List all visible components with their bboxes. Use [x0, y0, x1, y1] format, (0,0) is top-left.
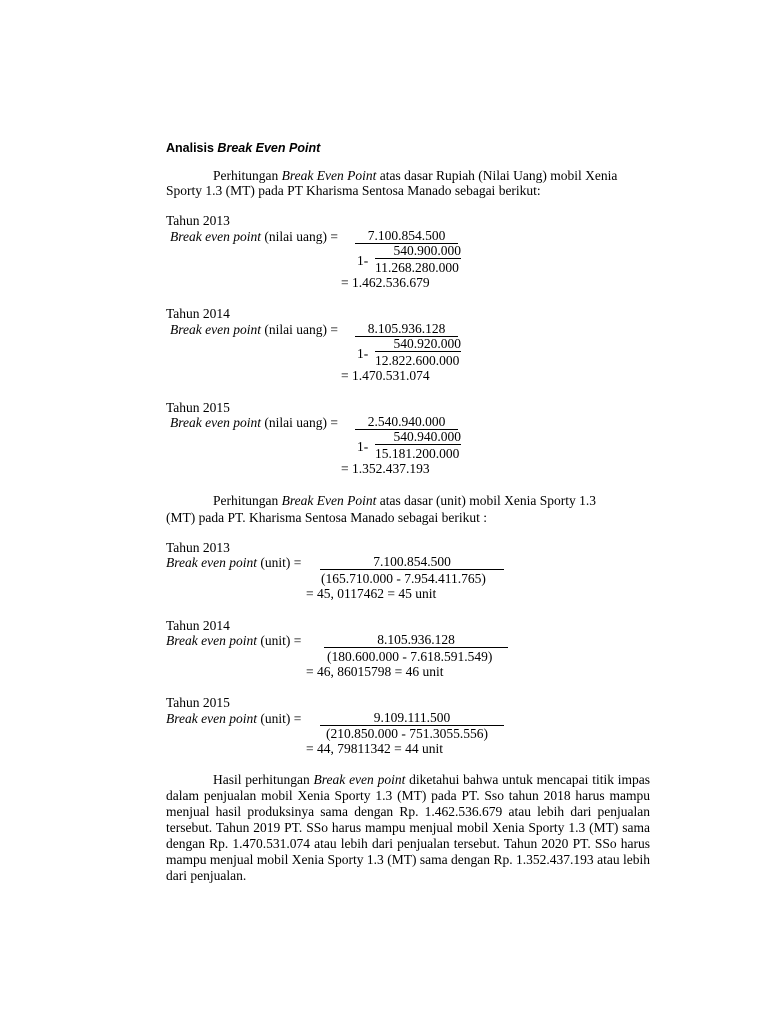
formula-term: Break even point [166, 711, 257, 726]
formula-term: Break even point [170, 415, 261, 430]
intro-rupiah-text: Perhitungan [213, 168, 282, 183]
one-minus: 1- [357, 253, 369, 268]
sales-value: 15.181.200.000 [375, 446, 460, 461]
formula-label [166, 555, 301, 571]
section-heading [166, 140, 320, 156]
result: = 45, 0117462 = 45 unit [306, 586, 437, 601]
intro-rupiah-text-post: atas dasar Rupiah (Nilai Uang) mobil Xenia [376, 168, 618, 183]
numerator: 7.100.854.500 [320, 555, 504, 570]
formula-term: Break even point [170, 322, 261, 337]
intro-rupiah-line1 [213, 168, 617, 184]
year-label: Tahun 2013 [166, 213, 230, 228]
formula-suffix: (nilai uang) = [260, 322, 338, 337]
denominator: (210.850.000 - 751.3055.556) [326, 726, 488, 741]
year-label: Tahun 2014 [166, 618, 230, 633]
result: = 46, 86015798 = 46 unit [306, 664, 444, 679]
intro-unit-term: Break Even Point [281, 493, 377, 508]
intro-rupiah-line2: Sporty 1.3 (MT) pada PT Kharisma Sentosa Manado sebagai berikut: [166, 183, 541, 198]
formula-suffix: (unit) = [256, 711, 302, 726]
denominator: (165.710.000 - 7.954.411.765) [321, 571, 486, 586]
intro-unit-line1 [213, 493, 596, 509]
result: = 44, 79811342 = 44 unit [306, 741, 443, 756]
numerator: 7.100.854.500 [355, 229, 458, 244]
one-minus: 1- [357, 439, 369, 454]
heading-prefix: Analisis [166, 141, 218, 155]
year-label: Tahun 2014 [166, 306, 230, 321]
heading-italic: Break Even Point [217, 141, 321, 155]
year-label: Tahun 2013 [166, 540, 230, 555]
formula-label [170, 322, 338, 338]
intro-rupiah-term: Break Even Point [281, 168, 377, 183]
formula-term: Break even point [166, 633, 257, 648]
intro-unit-text-post: atas dasar (unit) mobil Xenia Sporty 1.3 [376, 493, 597, 508]
conclusion-text-post: diketahui bahwa untuk mencapai titik impas dalam penjualan mobil Xenia Sporty 1.3 (MT) pada PT. Sso tahun 2018 harus mampu menjual hasil produksinya sama dengan Rp. 1.462.536.679 atau lebih dari penjualan tersebut. Tahun 2019 PT. SSo harus mampu menjual mobil Xenia Sporty 1.3 (MT) sama dengan Rp. 1.470.531.074 atau lebih dari penjualan tersebut. Tahun 2020 PT. SSo harus mampu menjual mobil Xenia Sporty 1.3 (MT) sama dengan Rp. 1.352.437.193 atau lebih dari penjualan. [166, 772, 650, 883]
year-label: Tahun 2015 [166, 400, 230, 415]
conclusion-paragraph [166, 772, 650, 884]
sales-value: 12.822.600.000 [375, 353, 460, 368]
fixed-cost: 540.900.000 [375, 244, 461, 259]
numerator: 9.109.111.500 [320, 711, 504, 726]
denominator: (180.600.000 - 7.618.591.549) [327, 649, 493, 664]
conclusion-term: Break even point [313, 772, 406, 787]
numerator: 8.105.936.128 [355, 322, 458, 337]
intro-unit-text: Perhitungan [213, 493, 282, 508]
formula-term: Break even point [170, 229, 261, 244]
one-minus: 1- [357, 346, 369, 361]
formula-suffix: (nilai uang) = [260, 415, 338, 430]
formula-suffix: (unit) = [256, 633, 302, 648]
sales-value: 11.268.280.000 [375, 260, 459, 275]
result: = 1.352.437.193 [341, 461, 430, 476]
formula-suffix: (unit) = [256, 555, 302, 570]
numerator: 8.105.936.128 [324, 633, 508, 648]
fixed-cost: 540.940.000 [375, 430, 461, 445]
formula-term: Break even point [166, 555, 257, 570]
formula-label [166, 633, 301, 649]
formula-suffix: (nilai uang) = [260, 229, 338, 244]
conclusion-text-pre: Hasil perhitungan [213, 772, 314, 787]
result: = 1.470.531.074 [341, 368, 430, 383]
result: = 1.462.536.679 [341, 275, 430, 290]
formula-label [170, 229, 338, 245]
intro-unit-line2: (MT) pada PT. Kharisma Sentosa Manado sebagai berikut : [166, 510, 488, 525]
formula-label [170, 415, 338, 431]
formula-label [166, 711, 301, 727]
numerator: 2.540.940.000 [355, 415, 458, 430]
year-label: Tahun 2015 [166, 695, 230, 710]
fixed-cost: 540.920.000 [375, 337, 461, 352]
